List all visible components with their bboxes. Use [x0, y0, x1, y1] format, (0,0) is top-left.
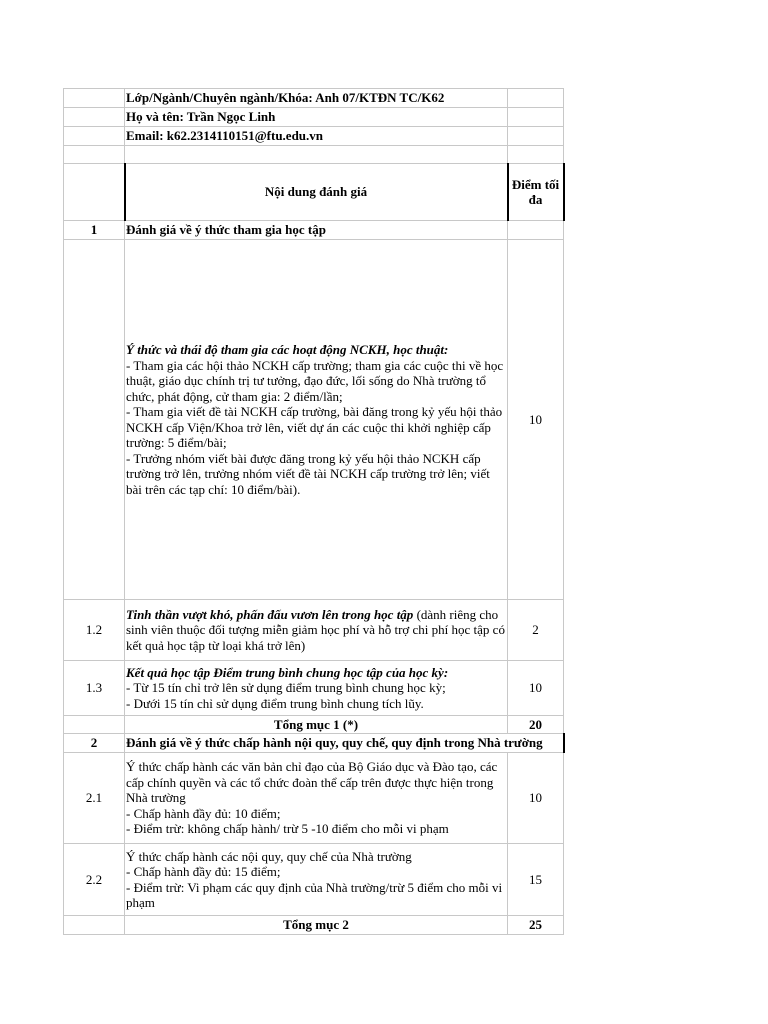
header-row [64, 164, 564, 221]
section1-total-score: 20 [508, 716, 564, 734]
item2-no: 1.2 [64, 600, 125, 661]
section2-item1-row [64, 753, 564, 844]
header-max-score: Điểm tối đa [508, 164, 564, 221]
section1-total-label: Tổng mục 1 (*) [125, 716, 508, 734]
item-no-cell [64, 240, 125, 600]
item1-line: - Tham gia viết đề tài NCKH cấp trường, bài đăng trong kỷ yếu hội thảo NCKH cấp Viện/Khoa trở lên, viết dự án các cuộc thi khởi nghiệp cấp trường: 5 điểm/bài; [126, 404, 503, 450]
section1-item1-row [64, 240, 564, 600]
item22-score: 15 [508, 844, 564, 916]
section2-total-label: Tổng mục 2 [125, 916, 508, 935]
item1-content [125, 240, 508, 600]
empty-cell [508, 89, 564, 108]
item21-content [125, 753, 508, 844]
section1-total-row [64, 716, 564, 734]
item1-line: - Tham gia các hội thảo NCKH cấp trường; tham gia các cuộc thi về học thuật, giáo dục chính trị tư tưởng, đạo đức, lối sống do Nhà trường tổ chức, phát động, cử tham gia: 2 điểm/lần; [126, 357, 504, 404]
info-row-email [64, 127, 564, 146]
item22-line: - Chấp hành đầy đủ: 15 điểm; [126, 864, 281, 879]
empty-cell [64, 916, 125, 935]
empty-cell [508, 127, 564, 146]
item21-line: Ý thức chấp hành các văn bản chỉ đạo của Bộ Giáo dục và Đào tạo, các cấp chính quyền và các tổ chức đoàn thể cấp trên được thực hiện trong Nhà trường [126, 759, 498, 806]
item1-score: 10 [508, 240, 564, 600]
section2-total-score: 25 [508, 916, 564, 935]
info-row-class [64, 89, 564, 108]
item2-heading: Tinh thần vượt khó, phấn đấu vươn lên trong học tập [126, 606, 414, 622]
item2-score: 2 [508, 600, 564, 661]
section2-title: Đánh giá về ý thức chấp hành nội quy, quy chế, quy định trong Nhà trường [125, 734, 564, 753]
section1-row [64, 221, 564, 240]
item22-line: - Điểm trừ: Vi phạm các quy định của Nhà trường/trừ 5 điểm cho mỗi vi phạm [126, 879, 503, 910]
section2-no: 2 [64, 734, 125, 753]
item3-content [125, 661, 508, 716]
item22-line: Ý thức chấp hành các nội quy, quy chế của Nhà trường [126, 848, 412, 864]
empty-cell [508, 221, 564, 240]
evaluation-table [63, 88, 565, 935]
item3-no: 1.3 [64, 661, 125, 716]
item21-line: - Điểm trừ: không chấp hành/ trừ 5 -10 điểm cho mỗi vi phạm [126, 821, 449, 837]
item2-content [125, 600, 508, 661]
info-row-name [64, 108, 564, 127]
header-content: Nội dung đánh giá [125, 164, 508, 221]
item22-content [125, 844, 508, 916]
section1-item2-row [64, 600, 564, 661]
item3-heading: Kết quả học tập Điểm trung bình chung học tập của học kỳ: [126, 664, 449, 680]
item1-line: - Trưởng nhóm viết bài được đăng trong kỷ yếu hội thảo NCKH cấp trường trở lên, trưởng nhóm viết đề tài NCKH cấp trường trở lên; viết bài trên các tạp chí: 10 điểm/bài). [126, 450, 490, 497]
item3-line: - Từ 15 tín chỉ trở lên sử dụng điểm trung bình chung học kỳ; [126, 680, 446, 696]
header-no-cell [64, 164, 125, 221]
section1-no: 1 [64, 221, 125, 240]
empty-cell [64, 716, 125, 734]
empty-cell [508, 108, 564, 127]
item2-rest: (dành riêng cho sinh viên thuộc đối tượng miễn giảm học phí và hỗ trợ chi phí học tập có kết quả học tập từ loại khá trở lên) [126, 606, 505, 653]
item1-heading: Ý thức và thái độ tham gia các hoạt động NCKH, học thuật: [126, 342, 449, 357]
item3-line: - Dưới 15 tín chỉ sử dụng điểm trung bình chung tích lũy. [126, 695, 424, 711]
item22-no: 2.2 [64, 844, 125, 916]
section2-row [64, 734, 564, 753]
blank-row [64, 146, 564, 164]
name-line: Họ và tên: Trần Ngọc Linh [125, 108, 508, 127]
empty-cell [64, 89, 125, 108]
section2-item2-row [64, 844, 564, 916]
item21-score: 10 [508, 753, 564, 844]
item21-line: - Chấp hành đầy đủ: 10 điểm; [126, 805, 281, 821]
email-line: Email: k62.2314110151@ftu.edu.vn [125, 127, 508, 146]
section1-item3-row [64, 661, 564, 716]
item3-score: 10 [508, 661, 564, 716]
empty-cell [64, 108, 125, 127]
section1-title: Đánh giá về ý thức tham gia học tập [125, 221, 508, 240]
item21-no: 2.1 [64, 753, 125, 844]
class-line: Lớp/Ngành/Chuyên ngành/Khóa: Anh 07/KTĐN TC/K62 [125, 89, 508, 108]
empty-cell [64, 127, 125, 146]
section2-total-row [64, 916, 564, 935]
